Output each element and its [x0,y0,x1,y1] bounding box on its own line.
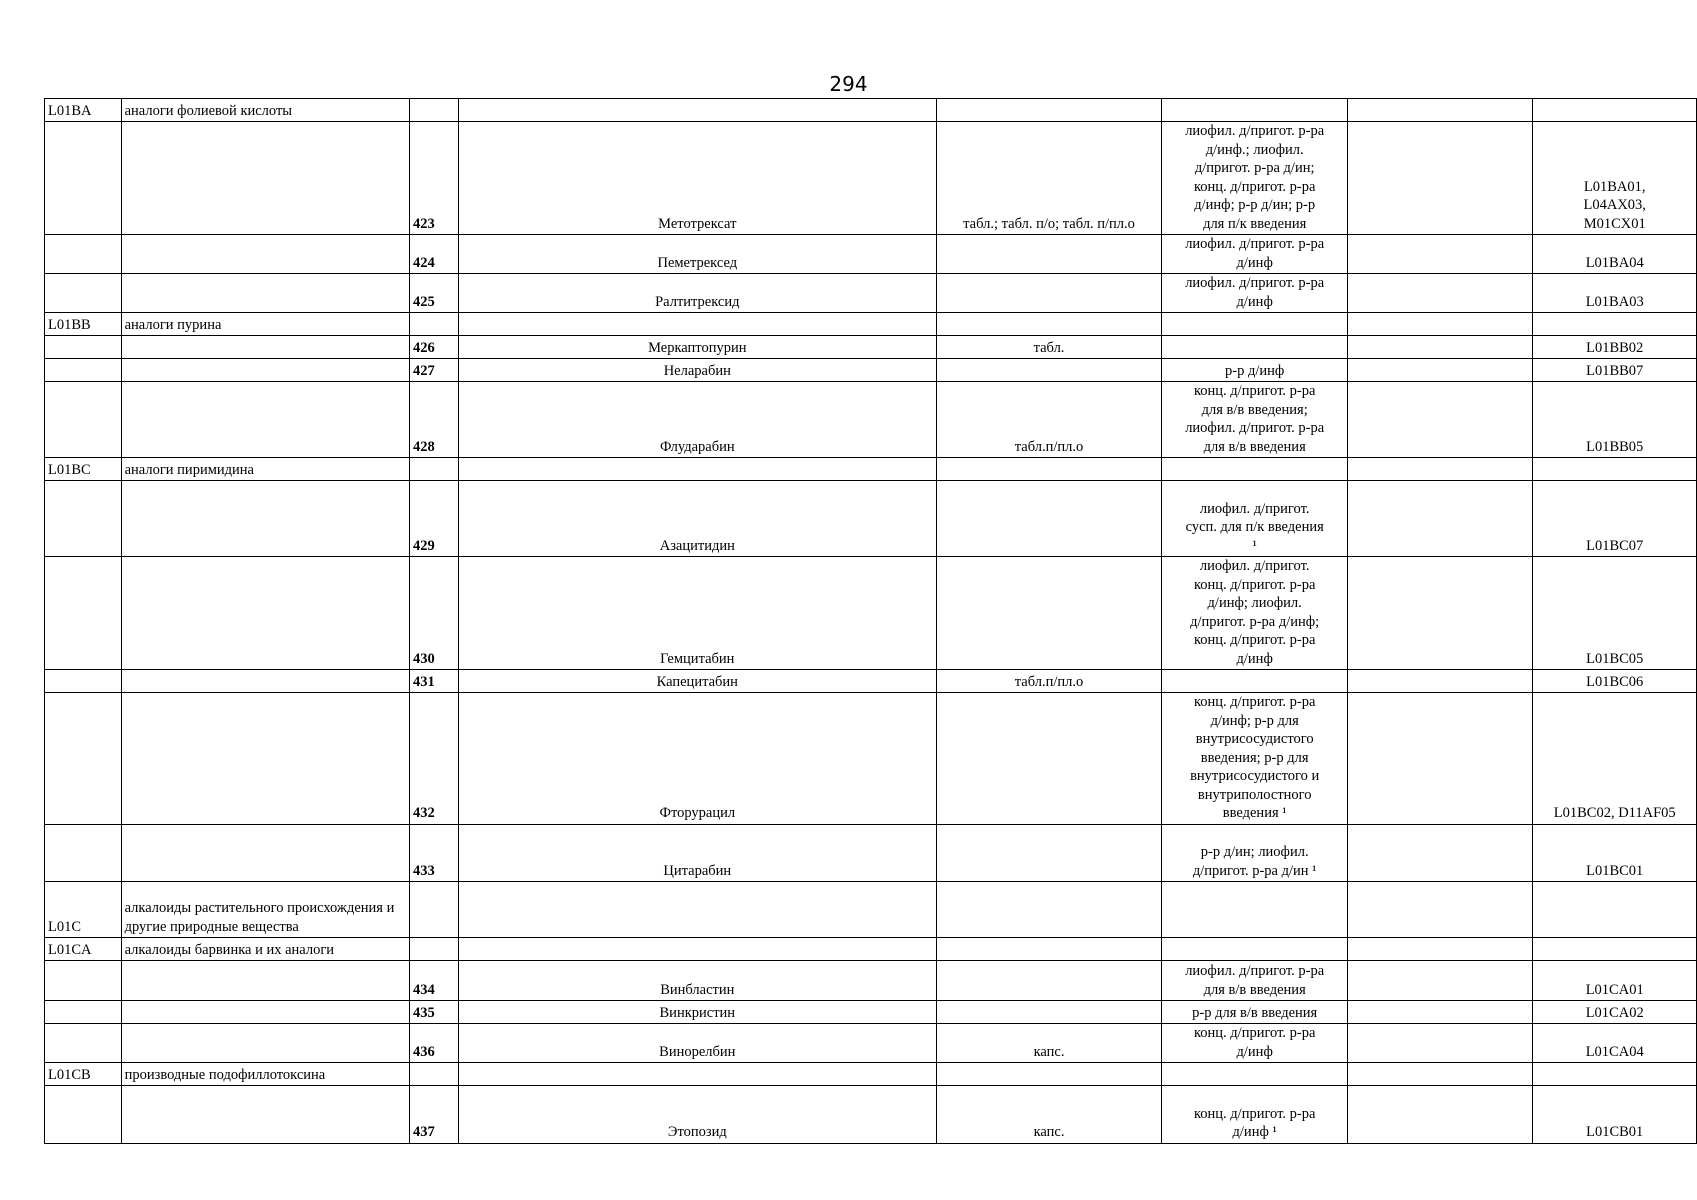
group-row [45,313,1697,336]
drug-number: 430 [410,557,459,670]
text-line: введения ¹ [1222,805,1287,821]
dosage-form-oral [936,359,1161,382]
drug-number: 434 [410,961,459,1001]
empty-cell [121,824,409,882]
text-line: лиофил. д/пригот. р-ра [1185,236,1325,252]
drug-name: Ралтитрексид [458,274,936,313]
empty-cell [121,670,409,693]
dosage-form-injection [1162,824,1348,882]
text-line [1165,1086,1344,1105]
atc-code [1533,359,1697,382]
empty-cell [1348,1024,1533,1063]
text-line: L04AX03, [1583,197,1646,213]
empty-cell [1348,961,1533,1001]
text-line: лиофил. д/пригот. р-ра [1185,275,1325,291]
dosage-form-oral [936,274,1161,313]
dosage-form-oral: капс. [936,1086,1161,1144]
text-line: L01BA04 [1585,254,1644,271]
atc-code [1533,1024,1697,1063]
atc-code [1533,235,1697,274]
atc-code [1533,557,1697,670]
empty-cell [45,693,122,825]
text-line: L01BC01 [1586,862,1644,879]
dosage-form-oral [936,235,1161,274]
drug-name: Винкристин [458,1001,936,1024]
empty-cell [1348,481,1533,557]
drug-number: 425 [410,274,459,313]
text-line: введения; р-р для [1200,749,1309,766]
empty-cell [1348,313,1533,336]
drug-name: Пеметрексед [458,235,936,274]
empty-cell [1348,882,1533,938]
atc-group-code: L01CB [45,1063,122,1086]
dosage-form-injection [1162,693,1348,825]
dosage-form-injection [1162,557,1348,670]
dosage-form-oral [936,961,1161,1001]
drug-number: 423 [410,122,459,235]
atc-group-name: аналоги фолиевой кислоты [121,99,409,122]
dosage-form-injection [1162,336,1348,359]
empty-cell [121,1024,409,1063]
text-line: конц. д/пригот. р-ра [1193,178,1316,195]
drug-number: 428 [410,382,459,458]
empty-cell [45,1086,122,1144]
empty-cell [458,458,936,481]
atc-code [1533,1086,1697,1144]
group-row [45,458,1697,481]
dosage-form-injection [1162,122,1348,235]
drug-row [45,274,1697,313]
dosage-form-injection [1162,481,1348,557]
empty-cell [410,938,459,961]
drug-row [45,670,1697,693]
empty-cell [121,961,409,1001]
text-line: L01BC02, D11AF05 [1553,805,1676,821]
empty-cell [1162,882,1348,938]
text-line: д/инф; лиофил. [1207,595,1302,611]
group-row [45,938,1697,961]
empty-cell [1348,938,1533,961]
drug-row [45,122,1697,235]
empty-cell [1533,313,1697,336]
text-line [1165,481,1344,500]
empty-cell [1348,670,1533,693]
text-line: L01CA02 [1585,1004,1644,1021]
empty-cell [1348,235,1533,274]
text-line: конц. д/пригот. р-ра [1193,576,1316,593]
atc-group-name: производные подофиллотоксина [121,1063,409,1086]
empty-cell [1348,1001,1533,1024]
empty-cell [1533,882,1697,938]
text-line: для п/к введения [1203,215,1307,232]
dosage-form-oral: табл.п/пл.о [936,382,1161,458]
text-line: L01BB05 [1586,438,1644,455]
page-number: 294 [829,72,868,96]
empty-cell [936,458,1161,481]
dosage-form-injection [1162,670,1348,693]
drug-name: Этопозид [458,1086,936,1144]
atc-group-code: L01BA [45,99,122,122]
empty-cell [121,359,409,382]
empty-cell [458,99,936,122]
empty-cell [1162,1063,1348,1086]
empty-cell [45,557,122,670]
drug-row [45,359,1697,382]
text-line: L01CB01 [1586,1124,1644,1140]
drug-number: 433 [410,824,459,882]
text-line: для в/в введения; [1201,401,1308,418]
empty-cell [1348,122,1533,235]
dosage-form-oral [936,481,1161,557]
empty-cell [410,882,459,938]
text-line: д/инф [1236,650,1273,667]
empty-cell [45,1001,122,1024]
text-line: р-р д/инф [1225,362,1285,379]
empty-cell [121,274,409,313]
text-line: лиофил. д/пригот. [1199,500,1310,517]
empty-cell [1348,824,1533,882]
group-row [45,1063,1697,1086]
atc-code [1533,481,1697,557]
empty-cell [1348,557,1533,670]
drug-name: Неларабин [458,359,936,382]
text-line: р-р для в/в введения [1192,1004,1318,1021]
empty-cell [45,359,122,382]
text-line: д/инф; р-р д/ин; р-р [1194,197,1316,213]
text-line: д/инф ¹ [1232,1124,1277,1140]
empty-cell [45,961,122,1001]
empty-cell [45,336,122,359]
text-line: лиофил. д/пригот. р-ра [1185,963,1325,979]
empty-cell [458,882,936,938]
dosage-form-oral: капс. [936,1024,1161,1063]
text-line: конц. д/пригот. р-ра [1193,383,1316,399]
atc-group-code: L01BB [45,313,122,336]
drug-row [45,1086,1697,1144]
text-line: д/инф.; лиофил. [1205,141,1304,158]
text-line: L01BC07 [1586,537,1644,554]
text-line: д/инф [1236,254,1273,271]
empty-cell [1533,458,1697,481]
empty-cell [1348,359,1533,382]
dosage-form-injection [1162,1086,1348,1144]
empty-cell [1348,693,1533,825]
text-line: конц. д/пригот. р-ра [1193,632,1316,648]
empty-cell [121,557,409,670]
dosage-form-oral [936,557,1161,670]
empty-cell [1348,274,1533,313]
dosage-form-injection [1162,382,1348,458]
empty-cell [121,693,409,825]
empty-cell [936,882,1161,938]
text-line: L01BC05 [1586,650,1644,667]
text-line: д/инф [1236,293,1273,310]
atc-group-code: L01BC [45,458,122,481]
text-line: L01BC06 [1586,673,1644,690]
group-row [45,882,1697,938]
text-line: д/пригот. р-ра д/ин ¹ [1192,862,1317,879]
empty-cell [936,99,1161,122]
drug-number: 426 [410,336,459,359]
dosage-form-oral [936,824,1161,882]
empty-cell [45,382,122,458]
text-line: для в/в введения [1203,981,1306,998]
text-line: для в/в введения [1203,438,1306,455]
empty-cell [45,1024,122,1063]
empty-cell [121,382,409,458]
text-line: внутрисосудистого и [1190,768,1320,784]
text-line: д/пригот. р-ра д/инф; [1190,613,1320,630]
atc-code [1533,693,1697,825]
text-line: L01BB02 [1586,339,1644,356]
text-line: L01CA01 [1585,981,1644,998]
empty-cell [1348,1063,1533,1086]
dosage-form-oral [936,1001,1161,1024]
empty-cell [1533,938,1697,961]
empty-cell [1162,938,1348,961]
empty-cell [458,313,936,336]
drug-number: 437 [410,1086,459,1144]
text-line: лиофил. д/пригот. р-ра [1185,420,1325,436]
empty-cell [1162,99,1348,122]
empty-cell [121,336,409,359]
dosage-form-injection [1162,235,1348,274]
dosage-form-injection [1162,1001,1348,1024]
text-line: конц. д/пригот. р-ра [1193,694,1316,710]
dosage-form-injection [1162,1024,1348,1063]
drug-name: Меркаптопурин [458,336,936,359]
atc-code [1533,961,1697,1001]
dosage-form-oral: табл.п/пл.о [936,670,1161,693]
empty-cell [1162,458,1348,481]
atc-code [1533,382,1697,458]
empty-cell [1348,336,1533,359]
drug-row [45,693,1697,825]
empty-cell [936,313,1161,336]
empty-cell [1348,458,1533,481]
empty-cell [1348,382,1533,458]
empty-cell [121,122,409,235]
group-row [45,99,1697,122]
text-line: д/пригот. р-ра д/ин; [1194,160,1315,176]
text-line: ¹ [1252,537,1257,554]
dosage-form-oral: табл.; табл. п/о; табл. п/пл.о [936,122,1161,235]
empty-cell [936,1063,1161,1086]
drug-row [45,382,1697,458]
empty-cell [121,1001,409,1024]
text-line: M01CX01 [1583,215,1646,232]
drug-number: 432 [410,693,459,825]
text-line: внутрисосудистого [1195,731,1314,747]
atc-group-name: алкалоиды барвинка и их аналоги [121,938,409,961]
drug-row [45,1001,1697,1024]
drug-number: 424 [410,235,459,274]
atc-group-name: аналоги пурина [121,313,409,336]
text-line: д/инф [1236,1043,1273,1060]
text-line: внутриполостного [1197,786,1312,803]
text-line: д/инф; р-р для [1210,712,1299,729]
text-line: р-р д/ин; лиофил. [1200,844,1309,860]
empty-cell [121,1086,409,1144]
empty-cell [45,122,122,235]
drug-number: 435 [410,1001,459,1024]
empty-cell [1348,99,1533,122]
text-line [1165,825,1344,844]
text-line: лиофил. д/пригот. р-ра [1185,123,1325,139]
drug-name: Метотрексат [458,122,936,235]
empty-cell [1533,1063,1697,1086]
empty-cell [45,481,122,557]
drug-name: Азацитидин [458,481,936,557]
empty-cell [1533,99,1697,122]
drug-row [45,824,1697,882]
drug-row [45,1024,1697,1063]
text-line: L01BB07 [1586,362,1644,379]
dosage-form-injection [1162,359,1348,382]
drug-number: 427 [410,359,459,382]
text-line: лиофил. д/пригот. [1199,558,1310,574]
drug-name: Цитарабин [458,824,936,882]
empty-cell [410,1063,459,1086]
empty-cell [936,938,1161,961]
text-line: сусп. для п/к введения [1185,519,1324,535]
empty-cell [45,670,122,693]
atc-code [1533,824,1697,882]
drug-row [45,235,1697,274]
empty-cell [410,99,459,122]
text-line: L01CA04 [1585,1043,1644,1060]
drug-name: Винбластин [458,961,936,1001]
drug-number: 429 [410,481,459,557]
text-line: L01BA03 [1585,293,1644,310]
drug-name: Флударабин [458,382,936,458]
atc-code [1533,670,1697,693]
atc-group-name: аналоги пиримидина [121,458,409,481]
dosage-form-oral [936,693,1161,825]
drug-row [45,557,1697,670]
dosage-form-injection [1162,961,1348,1001]
empty-cell [45,824,122,882]
text-line: L01BA01, [1583,178,1646,195]
empty-cell [45,235,122,274]
drug-number: 431 [410,670,459,693]
drug-name: Винорелбин [458,1024,936,1063]
empty-cell [45,274,122,313]
drug-number: 436 [410,1024,459,1063]
atc-code [1533,1001,1697,1024]
atc-code [1533,336,1697,359]
text-line: конц. д/пригот. р-ра [1193,1025,1316,1041]
empty-cell [1348,1086,1533,1144]
drug-row [45,961,1697,1001]
atc-group-code: L01C [45,882,122,938]
drug-row [45,336,1697,359]
atc-code [1533,274,1697,313]
dosage-form-injection [1162,274,1348,313]
empty-cell [410,458,459,481]
drug-row [45,481,1697,557]
atc-group-name: алкалоиды растительного происхождения и другие природные вещества [121,882,409,938]
empty-cell [458,1063,936,1086]
empty-cell [121,481,409,557]
atc-group-code: L01CA [45,938,122,961]
drug-name: Гемцитабин [458,557,936,670]
empty-cell [1162,313,1348,336]
dosage-form-oral: табл. [936,336,1161,359]
atc-code [1533,122,1697,235]
empty-cell [410,313,459,336]
drug-name: Фторурацил [458,693,936,825]
drug-name: Капецитабин [458,670,936,693]
empty-cell [121,235,409,274]
empty-cell [458,938,936,961]
text-line: конц. д/пригот. р-ра [1193,1105,1316,1122]
drug-table [44,98,1697,1144]
